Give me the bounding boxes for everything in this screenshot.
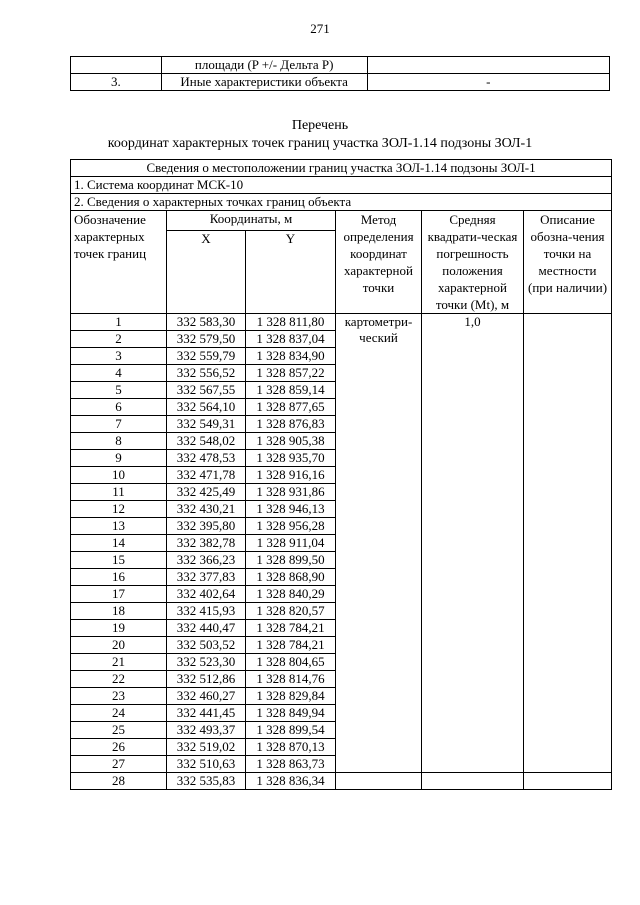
coord-x: 332 377,83 <box>167 569 246 586</box>
point-number: 7 <box>71 416 167 433</box>
empty-cell <box>422 773 524 790</box>
coord-x: 332 519,02 <box>167 739 246 756</box>
coord-y: 1 328 811,80 <box>246 314 336 331</box>
point-number: 5 <box>71 382 167 399</box>
point-number: 25 <box>71 722 167 739</box>
coord-y: 1 328 804,65 <box>246 654 336 671</box>
characteristic-value: - <box>367 74 609 91</box>
point-number: 21 <box>71 654 167 671</box>
list-heading: Перечень <box>291 118 349 133</box>
empty-cell <box>524 773 612 790</box>
coord-x: 332 559,79 <box>167 348 246 365</box>
coord-x: 332 425,49 <box>167 484 246 501</box>
characteristic-name: Иные характеристики объекта <box>161 74 367 91</box>
coord-x: 332 503,52 <box>167 637 246 654</box>
coord-y: 1 328 899,54 <box>246 722 336 739</box>
coord-y: 1 328 837,04 <box>246 331 336 348</box>
coord-x: 332 460,27 <box>167 688 246 705</box>
point-number: 10 <box>71 467 167 484</box>
coord-y: 1 328 834,90 <box>246 348 336 365</box>
coord-x: 332 512,86 <box>167 671 246 688</box>
point-number: 16 <box>71 569 167 586</box>
coord-y: 1 328 863,73 <box>246 756 336 773</box>
coord-x: 332 493,37 <box>167 722 246 739</box>
object-characteristics-table <box>70 56 610 91</box>
header-y: Y <box>246 231 336 314</box>
coord-x: 332 402,64 <box>167 586 246 603</box>
coord-y: 1 328 877,65 <box>246 399 336 416</box>
table-row <box>71 773 612 790</box>
coord-x: 332 549,31 <box>167 416 246 433</box>
point-number: 22 <box>71 671 167 688</box>
coord-x: 332 523,30 <box>167 654 246 671</box>
coord-y: 1 328 814,76 <box>246 671 336 688</box>
point-number: 11 <box>71 484 167 501</box>
error-cell: 1,0 <box>422 314 524 773</box>
coord-y: 1 328 840,29 <box>246 586 336 603</box>
point-number: 19 <box>71 620 167 637</box>
coord-y: 1 328 899,50 <box>246 552 336 569</box>
point-number: 2 <box>71 331 167 348</box>
coord-y: 1 328 935,70 <box>246 450 336 467</box>
coord-x: 332 510,63 <box>167 756 246 773</box>
method-cell: картометри-ческий <box>336 314 422 773</box>
empty-cell <box>336 773 422 790</box>
point-number: 20 <box>71 637 167 654</box>
coord-y: 1 328 931,86 <box>246 484 336 501</box>
points-info-row: 2. Сведения о характерных точках границ объекта <box>71 194 612 211</box>
point-number: 1 <box>71 314 167 331</box>
coord-x: 332 415,93 <box>167 603 246 620</box>
point-number: 6 <box>71 399 167 416</box>
coord-x: 332 441,45 <box>167 705 246 722</box>
header-point: Обозначение характерных точек границ <box>71 211 167 314</box>
coord-y: 1 328 876,83 <box>246 416 336 433</box>
coord-x: 332 430,21 <box>167 501 246 518</box>
point-number: 28 <box>71 773 167 790</box>
coord-x: 332 564,10 <box>167 399 246 416</box>
coord-y: 1 328 916,16 <box>246 467 336 484</box>
header-error: Средняя квадрати-ческая погрешность положения характерной точки (Mt), м <box>422 211 524 314</box>
characteristic-row <box>71 74 610 91</box>
characteristic-num <box>71 57 162 74</box>
coord-y: 1 328 820,57 <box>246 603 336 620</box>
page-number: 271 <box>310 21 330 36</box>
characteristic-value <box>367 57 609 74</box>
coordinate-system-row: 1. Система координат МСК-10 <box>71 177 612 194</box>
coord-y: 1 328 956,28 <box>246 518 336 535</box>
characteristic-row <box>71 57 610 74</box>
coord-y: 1 328 857,22 <box>246 365 336 382</box>
coord-y: 1 328 868,90 <box>246 569 336 586</box>
coord-x: 332 567,55 <box>167 382 246 399</box>
coord-y: 1 328 849,94 <box>246 705 336 722</box>
point-number: 24 <box>71 705 167 722</box>
point-number: 23 <box>71 688 167 705</box>
coord-x: 332 579,50 <box>167 331 246 348</box>
coord-y: 1 328 946,13 <box>246 501 336 518</box>
coord-y: 1 328 911,04 <box>246 535 336 552</box>
description-cell <box>524 314 612 773</box>
point-number: 12 <box>71 501 167 518</box>
point-number: 17 <box>71 586 167 603</box>
point-number: 27 <box>71 756 167 773</box>
coord-x: 332 535,83 <box>167 773 246 790</box>
coord-x: 332 471,78 <box>167 467 246 484</box>
coord-y: 1 328 784,21 <box>246 637 336 654</box>
table-title: Сведения о местоположении границ участка ЗОЛ-1.14 подзоны ЗОЛ-1 <box>71 160 612 177</box>
coord-x: 332 478,53 <box>167 450 246 467</box>
coord-y: 1 328 859,14 <box>246 382 336 399</box>
table-row <box>71 314 612 331</box>
coord-x: 332 382,78 <box>167 535 246 552</box>
header-method: Метод определения координат характерной точки <box>336 211 422 314</box>
point-number: 3 <box>71 348 167 365</box>
coord-x: 332 395,80 <box>167 518 246 535</box>
coord-y: 1 328 870,13 <box>246 739 336 756</box>
characteristic-num: 3. <box>71 74 162 91</box>
coord-x: 332 583,30 <box>167 314 246 331</box>
header-description: Описание обозна-чения точки на местности (при наличии) <box>524 211 612 314</box>
coord-y: 1 328 905,38 <box>246 433 336 450</box>
coord-x: 332 556,52 <box>167 365 246 382</box>
coord-y: 1 328 829,84 <box>246 688 336 705</box>
coord-x: 332 366,23 <box>167 552 246 569</box>
characteristic-name: площади (P +/- Дельта P) <box>161 57 367 74</box>
coordinates-table <box>70 159 612 790</box>
coord-y: 1 328 784,21 <box>246 620 336 637</box>
point-number: 18 <box>71 603 167 620</box>
point-number: 15 <box>71 552 167 569</box>
point-number: 26 <box>71 739 167 756</box>
point-number: 14 <box>71 535 167 552</box>
point-number: 8 <box>71 433 167 450</box>
list-subheading: координат характерных точек границ участка ЗОЛ-1.14 подзоны ЗОЛ-1 <box>107 136 533 151</box>
point-number: 13 <box>71 518 167 535</box>
point-number: 9 <box>71 450 167 467</box>
header-coords: Координаты, м <box>167 211 336 231</box>
point-number: 4 <box>71 365 167 382</box>
header-x: X <box>167 231 246 314</box>
coord-y: 1 328 836,34 <box>246 773 336 790</box>
coord-x: 332 548,02 <box>167 433 246 450</box>
coord-x: 332 440,47 <box>167 620 246 637</box>
